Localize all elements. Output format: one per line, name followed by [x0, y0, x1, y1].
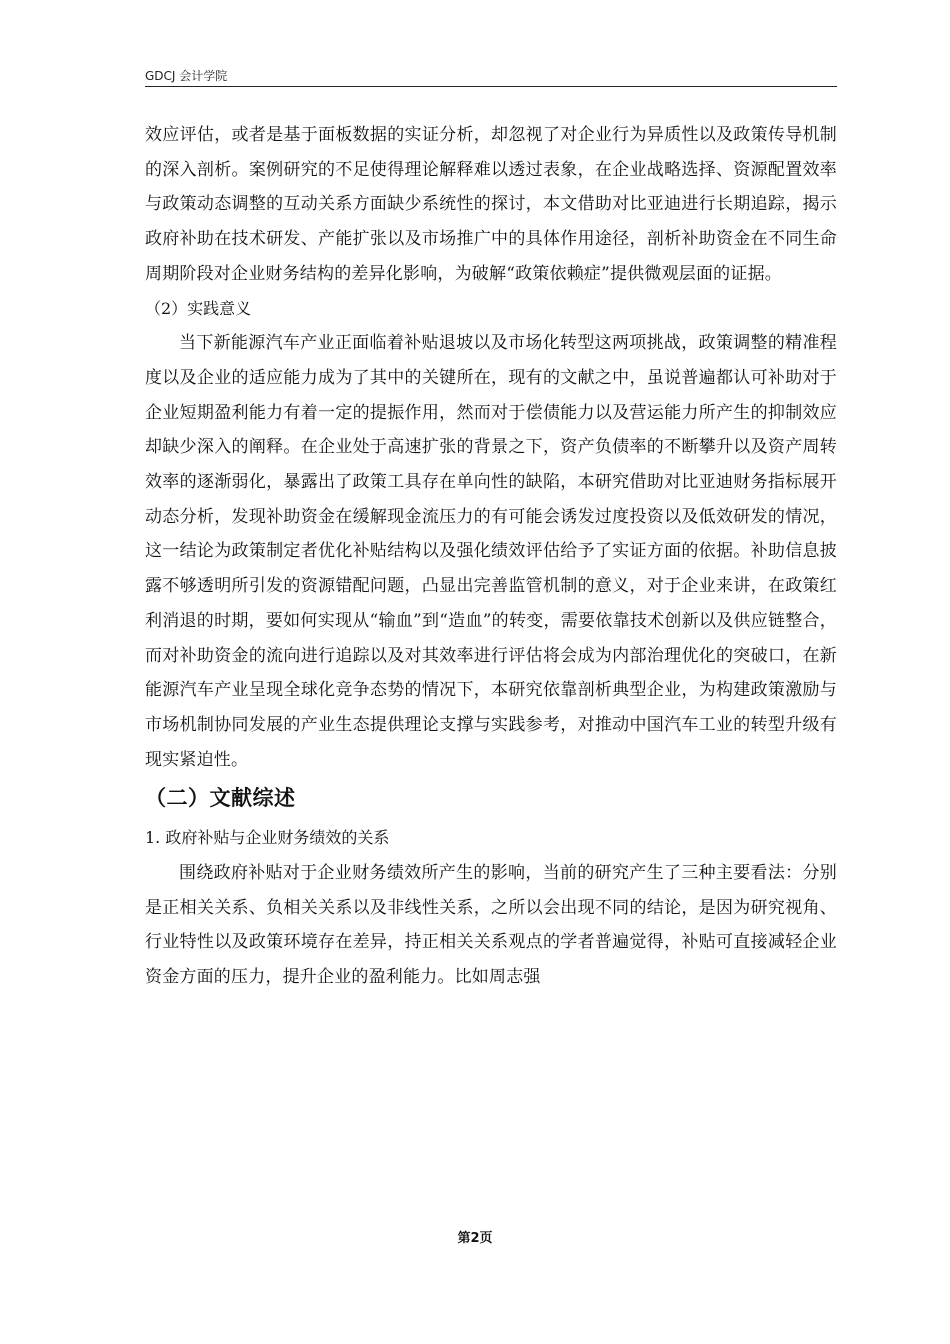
page-header: GDCJ 会计学院 — [145, 69, 228, 83]
paragraph-intro-continuation: 效应评估，或者是基于面板数据的实证分析，却忽视了对企业行为异质性以及政策传导机制的深入剖析。案例研究的不足使得理论解释难以透过表象，在企业战略选择、资源配置效率与政策动态调整的互动关系方面缺少系统性的探讨，本文借助对比亚迪进行长期追踪，揭示政府补助在技术研发、产能扩张以及市场推广中的具体作用途径，剖析补助资金在不同生命周期阶段对企业财务结构的差异化影响，为破解“政策依赖症”提供微观层面的证据。 — [145, 125, 837, 284]
subheading-subsidy-performance: 1. 政府补贴与企业财务绩效的关系 — [145, 828, 390, 848]
page-number: 第2页 — [457, 1231, 493, 1246]
header-divider — [145, 86, 837, 87]
paragraph-subsidy-performance: 围绕政府补贴对于企业财务绩效所产生的影响，当前的研究产生了三种主要看法：分别是正相关关系、负相关关系以及非线性关系，之所以会出现不同的结论，是因为研究视角、行业特性以及政策环境存在差异，持正相关关系观点的学者普遍觉得，补贴可直接减轻企业资金方面的压力，提升企业的盈利能力。比如周志强 — [145, 863, 837, 988]
document-body — [145, 118, 837, 995]
section-title-literature-review: （二）文献综述 — [145, 786, 296, 811]
paragraph-practical-significance: 当下新能源汽车产业正面临着补贴退坡以及市场化转型这两项挑战，政策调整的精准程度以及企业的适应能力成为了其中的关键所在，现有的文献之中，虽说普遍都认可补助对于企业短期盈利能力有着一定的提振作用，然而对于偿债能力以及营运能力所产生的抑制效应却缺少深入的阐释。在企业处于高速扩张的背景之下，资产负债率的不断攀升以及资产周转效率的逐渐弱化，暴露出了政策工具存在单向性的缺陷，本研究借助对比亚迪财务指标展开动态分析，发现补助资金在缓解现金流压力的有可能会诱发过度投资以及低效研发的情况，这一结论为政策制定者优化补贴结构以及强化绩效评估给予了实证方面的依据。补助信息披露不够透明所引发的资源错配问题，凸显出完善监管机制的意义，对于企业来讲，在政策红利消退的时期，要如何实现从“输血”到“造血”的转变，需要依靠技术创新以及供应链整合，而对补助资金的流向进行追踪以及对其效率进行评估将会成为内部治理优化的突破口，在新能源汽车产业呈现全球化竞争态势的情况下，本研究依靠剖析典型企业，为构建政策激励与市场机制协同发展的产业生态提供理论支撑与实践参考，对推动中国汽车工业的转型升级有现实紧迫性。 — [145, 333, 837, 770]
subheading-practical-significance: （2）实践意义 — [145, 298, 252, 318]
